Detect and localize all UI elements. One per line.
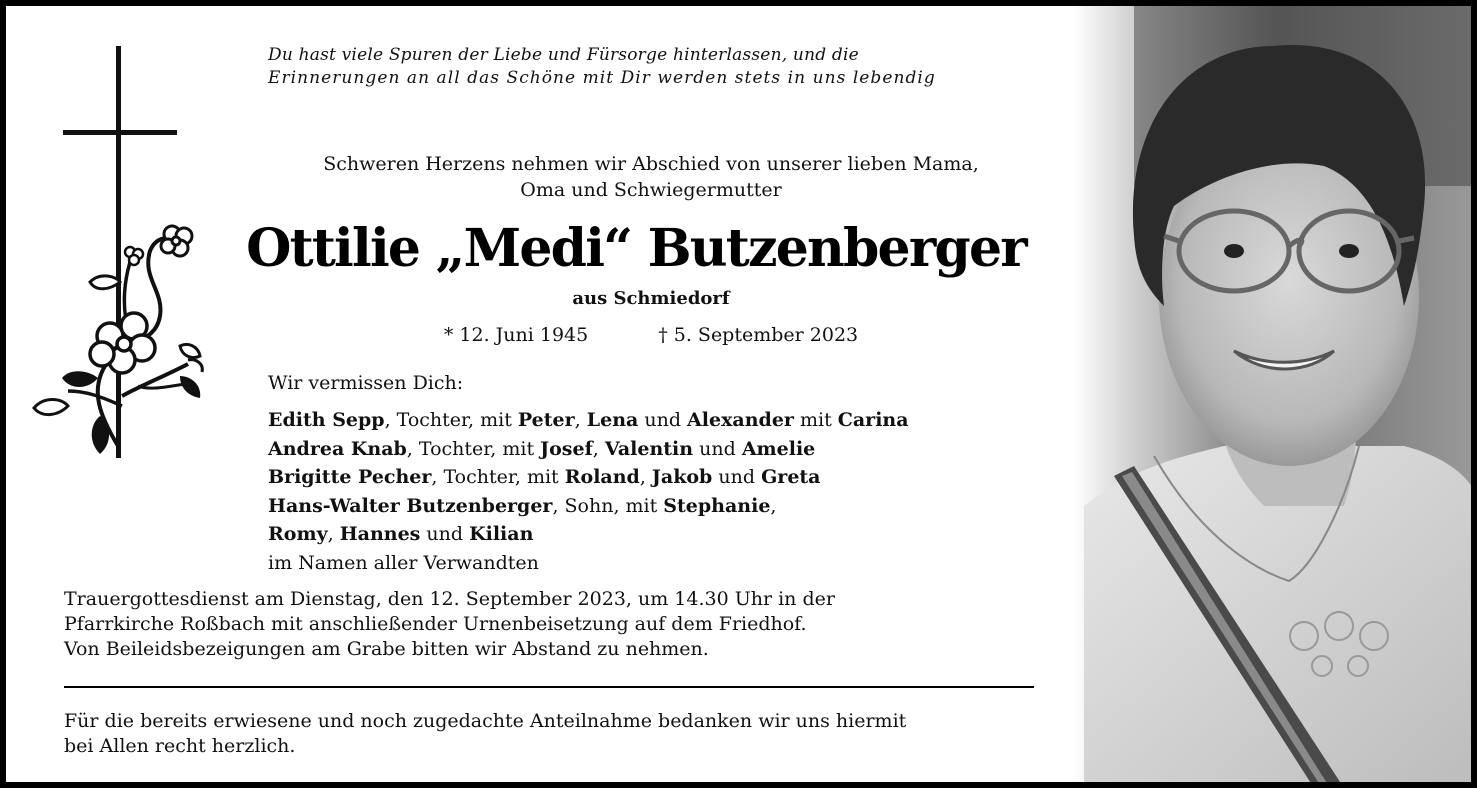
mourner-name: Hannes xyxy=(339,523,421,545)
birth-date: * 12. Juni 1945 xyxy=(443,324,589,346)
intro-text xyxy=(236,151,1066,203)
service-line-2: Pfarrkirche Roßbach mit anschließender Urnenbeisetzung auf dem Friedhof. xyxy=(64,613,807,635)
mourner-line xyxy=(268,463,1068,492)
mourner-name: Kilian xyxy=(469,523,534,545)
mourner-line xyxy=(268,492,1068,521)
mourner-name: Alexander xyxy=(687,409,794,431)
mourner-text: im Namen aller Verwandten xyxy=(268,551,539,574)
mourner-text: , Tochter, mit xyxy=(406,437,541,460)
mourner-name: Josef xyxy=(540,437,593,460)
mourners-heading: Wir vermissen Dich: xyxy=(268,372,464,394)
mourner-name: Romy xyxy=(268,523,328,545)
divider xyxy=(64,686,1034,688)
mourner-text: , Tochter, mit xyxy=(384,409,518,431)
mourner-name: Brigitte Pecher xyxy=(268,466,432,488)
thanks-line-1: Für die bereits erwiesene und noch zugedachte Anteilnahme bedanken wir uns hiermit xyxy=(64,710,907,732)
quote-line-2: Erinnerungen an all das Schöne mit Dir werden stets in uns lebendig xyxy=(268,68,936,88)
mourner-text: und xyxy=(638,409,688,431)
mourner-text: , xyxy=(574,409,587,431)
life-dates xyxy=(236,324,1066,346)
mourner-name: Lena xyxy=(586,409,639,431)
intro-line-2: Oma und Schwiegermutter xyxy=(520,179,782,201)
mourner-text: , xyxy=(639,466,652,488)
mourner-text: und xyxy=(693,437,742,460)
deceased-origin: aus Schmiedorf xyxy=(572,288,730,309)
mourners-list xyxy=(268,406,1068,577)
service-line-3: Von Beileidsbezeigungen am Grabe bitten wir Abstand zu nehmen. xyxy=(64,638,709,660)
quote-line-1: Du hast viele Spuren der Liebe und Fürsorge hinterlassen, und die xyxy=(268,45,859,65)
mourner-name: Roland xyxy=(564,466,640,488)
mourner-text: und xyxy=(712,466,762,488)
cross-with-flowers-icon xyxy=(30,46,230,466)
mourner-text: , xyxy=(327,523,340,545)
thanks-line-2: bei Allen recht herzlich. xyxy=(64,735,296,757)
portrait-photo xyxy=(1074,6,1477,788)
service-line-1: Trauergottesdienst am Dienstag, den 12. September 2023, um 14.30 Uhr in der xyxy=(64,588,835,610)
mourner-text: , Sohn, mit xyxy=(552,494,664,517)
mourner-line xyxy=(268,435,1068,464)
mourner-name: Amelie xyxy=(741,437,816,460)
mourner-line xyxy=(268,549,1068,578)
mourner-name: Valentin xyxy=(604,437,694,460)
mourner-line xyxy=(268,406,1068,435)
mourner-name: Carina xyxy=(837,409,909,431)
mourner-name: Hans-Walter Butzenberger xyxy=(268,494,553,517)
mourner-name: Peter xyxy=(517,409,575,431)
mourner-text: , xyxy=(770,494,777,517)
mourner-text: , xyxy=(592,437,605,460)
mourner-text: und xyxy=(420,523,470,545)
deceased-name: Ottilie „Medi“ Butzenberger xyxy=(246,218,1026,279)
mourner-name: Jakob xyxy=(651,466,713,488)
mourner-name: Stephanie xyxy=(663,494,771,517)
mourner-name: Andrea Knab xyxy=(268,437,407,460)
mourner-text: mit xyxy=(793,409,838,431)
mourner-name: Edith Sepp xyxy=(268,409,385,431)
mourner-line xyxy=(268,520,1068,549)
mourner-name: Greta xyxy=(761,466,821,488)
thanks-text xyxy=(64,709,1054,759)
memorial-quote xyxy=(268,44,1068,90)
death-date: † 5. September 2023 xyxy=(658,324,859,346)
mourner-text: , Tochter, mit xyxy=(431,466,565,488)
intro-line-1: Schweren Herzens nehmen wir Abschied von unserer lieben Mama, xyxy=(323,153,979,175)
funeral-service-info xyxy=(64,587,1054,662)
